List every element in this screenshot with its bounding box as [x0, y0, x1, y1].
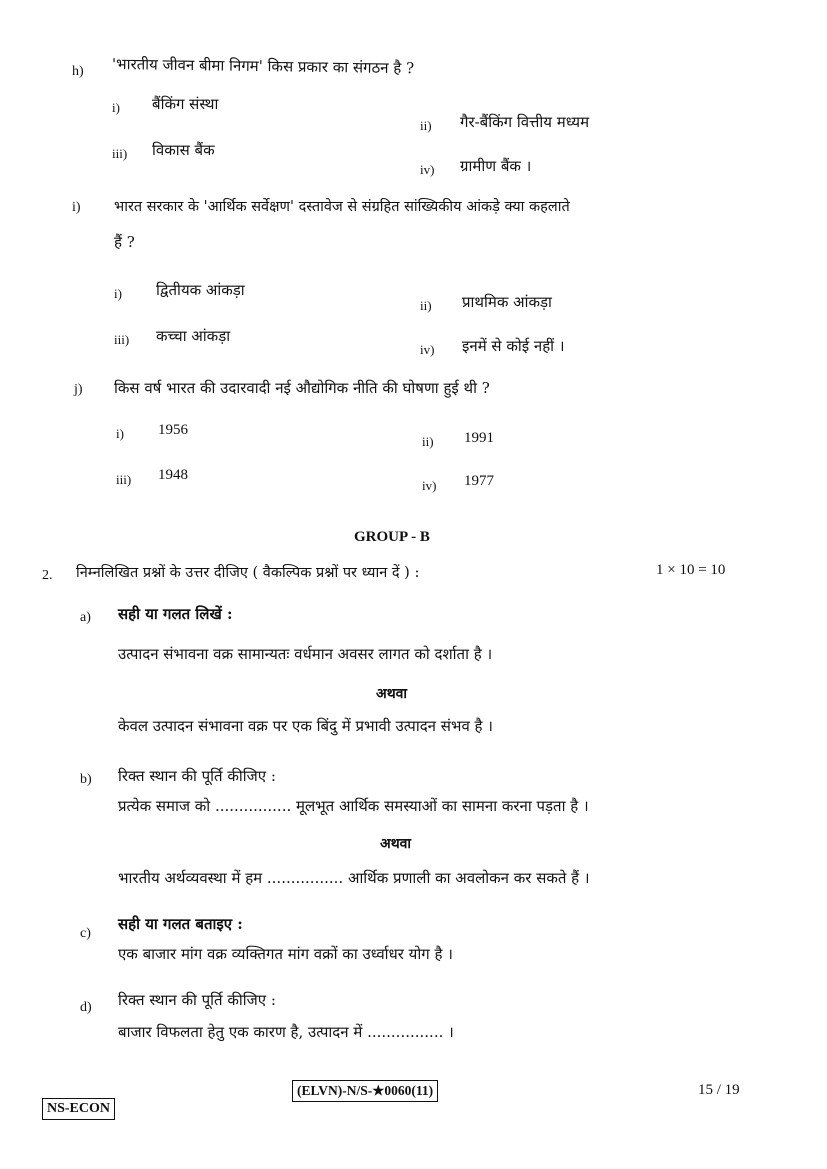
option-label: iii): [116, 472, 132, 487]
option-text: 1948: [158, 467, 188, 483]
alt-statement: केवल उत्पादन संभावना वक्र पर एक बिंदु में प्रभावी उत्पादन संभव है ।: [118, 717, 493, 735]
statement: उत्पादन संभावना वक्र सामान्यतः वर्धमान अवसर लागत को दर्शाता है ।: [118, 645, 493, 663]
question-label: i): [72, 200, 81, 215]
question-number: 2.: [42, 568, 53, 583]
part-label: d): [80, 1000, 92, 1015]
question-label: h): [72, 64, 84, 79]
statement: एक बाजार मांग वक्र व्यक्तिगत मांग वक्रों का उर्ध्वाधर योग है ।: [118, 945, 453, 963]
option-label: i): [116, 426, 124, 441]
option-label: ii): [422, 434, 434, 449]
option-text: इनमें से कोई नहीं ।: [462, 337, 565, 355]
option-label: iii): [114, 332, 130, 347]
option-text: गैर-बैंकिंग वित्तीय मध्यम: [460, 113, 590, 131]
question-text: भारत सरकार के 'आर्थिक सर्वेक्षण' दस्तावेज से संग्रहित सांख्यिकीय आंकड़े क्या कहलाते: [114, 199, 570, 215]
option-label: iii): [112, 146, 128, 161]
option-label: iv): [420, 162, 435, 177]
or-label: अथवा: [376, 686, 408, 702]
option-text: प्राथमिक आंकड़ा: [462, 293, 552, 311]
option-text: 1991: [464, 430, 494, 446]
alt-statement: भारतीय अर्थव्यवस्था में हम ................ आर्थिक प्रणाली का अवलोकन कर सकते हैं ।: [118, 869, 590, 887]
statement: बाजार विफलता हेतु एक कारण है, उत्पादन में ................ ।: [118, 1023, 454, 1041]
question-text: किस वर्ष भारत की उदारवादी नई औद्योगिक नीति की घोषणा हुई थी ?: [114, 379, 490, 397]
part-label: c): [80, 926, 91, 941]
subject-code-box: NS-ECON: [42, 1098, 115, 1120]
option-text: 1977: [464, 473, 494, 489]
option-label: ii): [420, 298, 432, 313]
paper-code-box: (ELVN)-N/S-★0060(11): [292, 1080, 438, 1102]
question-text: 'भारतीय जीवन बीमा निगम' किस प्रकार का संगठन है ?: [111, 55, 415, 78]
option-text: कच्चा आंकड़ा: [156, 327, 231, 345]
or-label: अथवा: [380, 836, 412, 852]
option-text: ग्रामीण बैंक ।: [460, 157, 532, 175]
option-label: i): [112, 100, 120, 115]
part-title: रिक्त स्थान की पूर्ति कीजिए :: [118, 991, 276, 1009]
marks: 1 × 10 = 10: [656, 562, 726, 578]
part-title: सही या गलत लिखें :: [118, 605, 233, 623]
option-text: बैंकिंग संस्था: [152, 95, 219, 113]
question-label: j): [74, 382, 83, 397]
statement: प्रत्येक समाज को ................ मूलभूत आर्थिक समस्याओं का सामना करना पड़ता है ।: [118, 797, 589, 815]
part-label: a): [80, 610, 91, 625]
page-number: 15 / 19: [698, 1082, 740, 1098]
option-label: iv): [422, 478, 437, 493]
option-label: i): [114, 286, 122, 301]
part-label: b): [80, 772, 92, 787]
question-text-cont: हैं ?: [114, 233, 135, 251]
option-text: 1956: [158, 422, 188, 438]
instruction: निम्नलिखित प्रश्नों के उत्तर दीजिए ( वैकल्पिक प्रश्नों पर ध्यान दें ) :: [76, 565, 420, 581]
option-text: द्वितीयक आंकड़ा: [156, 281, 245, 299]
option-text: विकास बैंक: [152, 141, 215, 159]
option-label: ii): [420, 118, 432, 133]
group-heading: GROUP - B: [354, 529, 430, 545]
option-label: iv): [420, 342, 435, 357]
part-title: सही या गलत बताइए :: [118, 915, 243, 933]
part-title: रिक्त स्थान की पूर्ति कीजिए :: [118, 767, 276, 785]
